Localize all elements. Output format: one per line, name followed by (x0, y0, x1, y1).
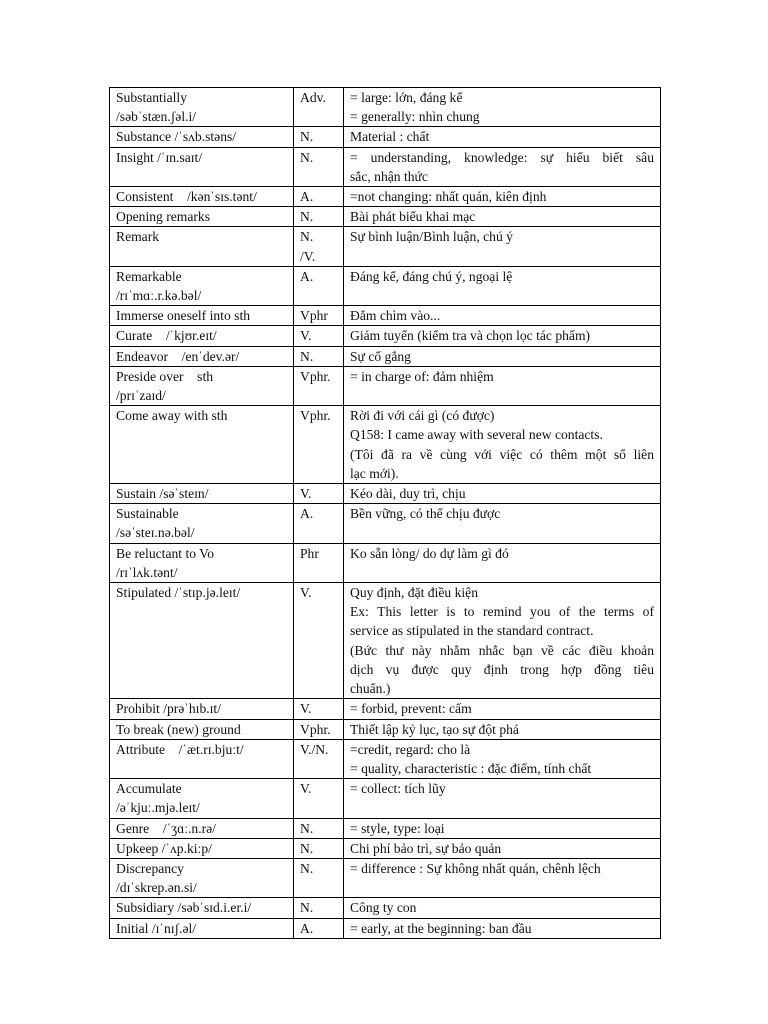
word-text: To break (new) ground (116, 721, 241, 737)
part-of-speech-cell (294, 127, 344, 147)
table-row (110, 543, 661, 582)
part-of-speech-text: Vphr. (300, 368, 331, 384)
table-row (110, 306, 661, 326)
word-cell (110, 326, 294, 346)
part-of-speech-text: N. (300, 209, 314, 225)
meaning-text: sắc, nhận thức (350, 168, 428, 184)
table-row (110, 207, 661, 227)
part-of-speech-cell (294, 918, 344, 938)
meaning-cell (344, 306, 661, 326)
word-text: Discrepancy (116, 860, 184, 876)
table-row (110, 583, 661, 699)
part-of-speech-cell (294, 366, 344, 405)
vocabulary-table (109, 87, 661, 939)
part-of-speech-cell (294, 543, 344, 582)
table-row (110, 779, 661, 818)
meaning-cell (344, 719, 661, 739)
part-of-speech-text: V. (300, 328, 312, 344)
meaning-text: Sự cố gắng (350, 348, 411, 364)
meaning-text: Quy định, đặt điều kiện (350, 585, 478, 601)
word-cell (110, 266, 294, 305)
word-text: Come away with sth (116, 408, 228, 424)
word-text: Upkeep /ˈʌp.kiːp/ (116, 840, 212, 856)
word-text: Stipulated /ˈstɪp.jə.leɪt/ (116, 585, 241, 601)
table-row (110, 484, 661, 504)
part-of-speech-text: Vphr. (300, 408, 331, 424)
meaning-text: Ex: This letter is to remind you of the terms of (350, 604, 654, 620)
meaning-cell (344, 406, 661, 484)
word-text: Sustainable (116, 506, 179, 522)
meaning-cell (344, 504, 661, 543)
meaning-text: Rời đi với cái gì (có được) (350, 408, 495, 424)
meaning-text: Ko sẵn lòng/ do dự làm gì đó (350, 545, 509, 561)
word-text: Remark (116, 229, 160, 245)
word-text: /əˈkjuː.mjə.leɪt/ (116, 800, 200, 816)
word-text: Subsidiary /səbˈsɪd.i.er.i/ (116, 900, 252, 916)
meaning-cell (344, 187, 661, 207)
part-of-speech-text: N. (300, 840, 314, 856)
word-text: Attribute /ˈæt.rɪ.bjuːt/ (116, 741, 244, 757)
word-text: /prɪˈzaɪd/ (116, 388, 166, 404)
meaning-text: = early, at the beginning: ban đầu (350, 920, 532, 936)
word-text: Endeavor /enˈdev.ər/ (116, 348, 240, 364)
table-row (110, 858, 661, 897)
word-text: Prohibit /prəˈhɪb.ɪt/ (116, 701, 221, 717)
table-row (110, 504, 661, 543)
word-text: Preside over sth (116, 368, 214, 384)
table-row (110, 127, 661, 147)
table-row (110, 699, 661, 719)
word-cell (110, 187, 294, 207)
part-of-speech-text: V. (300, 585, 312, 601)
word-text: Genre /ˈʒɑː.n.rə/ (116, 820, 216, 836)
word-cell (110, 719, 294, 739)
meaning-text: service as stipulated in the standard contract. (350, 623, 594, 639)
meaning-text: = style, type: loại (350, 820, 445, 836)
meaning-cell (344, 838, 661, 858)
table-row (110, 346, 661, 366)
meaning-cell (344, 326, 661, 346)
meaning-cell (344, 147, 661, 186)
part-of-speech-text: A. (300, 189, 314, 205)
word-cell (110, 543, 294, 582)
meaning-text: Bài phát biểu khai mạc (350, 209, 476, 225)
part-of-speech-text: A. (300, 268, 314, 284)
part-of-speech-text: V. (300, 781, 312, 797)
word-cell (110, 818, 294, 838)
table-row (110, 147, 661, 186)
table-row (110, 918, 661, 938)
meaning-text: = in charge of: đảm nhiệm (350, 368, 494, 384)
word-cell (110, 366, 294, 405)
part-of-speech-text: N. (300, 229, 314, 245)
part-of-speech-text: N. (300, 860, 314, 876)
meaning-cell (344, 858, 661, 897)
meaning-text: = generally: nhìn chung (350, 109, 480, 125)
meaning-text: (Tôi đã ra về cùng với việc có thêm một số liên (350, 446, 654, 462)
meaning-text: Bền vững, có thể chịu được (350, 506, 501, 522)
table-row (110, 326, 661, 346)
part-of-speech-text: N. (300, 149, 314, 165)
meaning-text: (Bức thư này nhằm nhắc bạn về các điều khoản (350, 642, 654, 658)
part-of-speech-cell (294, 699, 344, 719)
part-of-speech-cell (294, 227, 344, 266)
part-of-speech-cell (294, 147, 344, 186)
part-of-speech-text: N. (300, 900, 314, 916)
word-cell (110, 583, 294, 699)
table-row (110, 406, 661, 484)
table-row (110, 187, 661, 207)
word-text: Insight /ˈɪn.saɪt/ (116, 149, 203, 165)
word-cell (110, 147, 294, 186)
meaning-cell (344, 127, 661, 147)
word-cell (110, 779, 294, 818)
part-of-speech-text: Vphr. (300, 721, 331, 737)
meaning-text: = quality, characteristic : đặc điểm, tính chất (350, 760, 592, 776)
part-of-speech-text: V. (300, 701, 312, 717)
part-of-speech-text: N. (300, 129, 314, 145)
meaning-text: lạc mới). (350, 465, 399, 481)
part-of-speech-cell (294, 719, 344, 739)
part-of-speech-cell (294, 266, 344, 305)
part-of-speech-cell (294, 739, 344, 778)
part-of-speech-cell (294, 484, 344, 504)
table-row (110, 838, 661, 858)
part-of-speech-text: N. (300, 820, 314, 836)
word-text: Immerse oneself into sth (116, 308, 251, 324)
meaning-cell (344, 818, 661, 838)
part-of-speech-text: Phr (300, 545, 319, 561)
part-of-speech-text: A. (300, 506, 314, 522)
word-text: /rɪˈmɑː.r.kə.bəl/ (116, 288, 202, 304)
meaning-cell (344, 346, 661, 366)
meaning-text: = collect: tích lũy (350, 781, 446, 797)
meaning-cell (344, 898, 661, 918)
meaning-text: Q158: I came away with several new contacts. (350, 427, 603, 443)
word-cell (110, 207, 294, 227)
word-cell (110, 88, 294, 127)
word-cell (110, 898, 294, 918)
table-row (110, 227, 661, 266)
table-row (110, 366, 661, 405)
meaning-text: Thiết lập kỷ lục, tạo sự đột phá (350, 721, 519, 737)
table-row (110, 739, 661, 778)
meaning-text: Material : chất (350, 129, 430, 145)
meaning-cell (344, 779, 661, 818)
word-cell (110, 227, 294, 266)
part-of-speech-text: A. (300, 920, 314, 936)
part-of-speech-text: /V. (300, 248, 316, 264)
meaning-text: = understanding, knowledge: sự hiểu biết sâu (350, 149, 654, 165)
part-of-speech-cell (294, 898, 344, 918)
word-cell (110, 504, 294, 543)
table-row (110, 266, 661, 305)
part-of-speech-cell (294, 346, 344, 366)
word-cell (110, 346, 294, 366)
part-of-speech-text: V./N. (300, 741, 329, 757)
meaning-text: Kéo dài, duy trì, chịu (350, 486, 466, 502)
meaning-cell (344, 207, 661, 227)
meaning-cell (344, 266, 661, 305)
word-cell (110, 918, 294, 938)
meaning-cell (344, 88, 661, 127)
word-cell (110, 858, 294, 897)
table-row (110, 818, 661, 838)
part-of-speech-text: N. (300, 348, 314, 364)
part-of-speech-cell (294, 187, 344, 207)
meaning-cell (344, 227, 661, 266)
meaning-text: = difference : Sự không nhất quán, chênh lệch (350, 860, 601, 876)
word-text: Curate /ˈkjʊr.eɪt/ (116, 328, 217, 344)
meaning-text: = forbid, prevent: cấm (350, 701, 472, 717)
part-of-speech-cell (294, 306, 344, 326)
meaning-cell (344, 484, 661, 504)
table-row (110, 719, 661, 739)
word-text: Accumulate (116, 781, 182, 797)
word-text: Initial /ɪˈnɪʃ.əl/ (116, 920, 197, 936)
meaning-text: = large: lớn, đáng kể (350, 90, 463, 105)
part-of-speech-cell (294, 858, 344, 897)
part-of-speech-cell (294, 504, 344, 543)
word-text: /səbˈstæn.ʃəl.i/ (116, 109, 197, 125)
word-text: Substance /ˈsʌb.stəns/ (116, 129, 237, 145)
word-cell (110, 699, 294, 719)
meaning-text: Đắm chìm vào... (350, 308, 441, 324)
word-cell (110, 484, 294, 504)
word-text: /səˈsteɪ.nə.bəl/ (116, 525, 195, 541)
part-of-speech-cell (294, 207, 344, 227)
meaning-cell (344, 543, 661, 582)
part-of-speech-cell (294, 326, 344, 346)
word-text: /rɪˈlʌk.tənt/ (116, 564, 178, 580)
word-text: /dɪˈskrep.ən.si/ (116, 880, 197, 896)
word-text: Be reluctant to Vo (116, 545, 215, 561)
meaning-text: =not changing: nhất quán, kiên định (350, 189, 547, 205)
part-of-speech-text: V. (300, 486, 312, 502)
meaning-text: dịch vụ được quy định trong hợp đồng tiêu (350, 661, 654, 677)
part-of-speech-cell (294, 88, 344, 127)
word-text: Substantially (116, 90, 187, 105)
meaning-cell (344, 739, 661, 778)
word-text: Consistent /kənˈsɪs.tənt/ (116, 189, 257, 205)
vocabulary-table-body (110, 88, 661, 939)
part-of-speech-cell (294, 818, 344, 838)
word-cell (110, 406, 294, 484)
part-of-speech-text: Adv. (300, 90, 326, 105)
meaning-text: Sự bình luận/Bình luận, chú ý (350, 229, 513, 245)
meaning-text: Chi phí bảo trì, sự bảo quản (350, 840, 502, 856)
word-cell (110, 127, 294, 147)
word-text: Sustain /səˈsteɪn/ (116, 486, 209, 502)
word-cell (110, 306, 294, 326)
part-of-speech-text: Vphr (300, 308, 328, 324)
part-of-speech-cell (294, 583, 344, 699)
word-cell (110, 838, 294, 858)
meaning-text: Đáng kể, đáng chú ý, ngoại lệ (350, 268, 513, 284)
word-text: Opening remarks (116, 209, 210, 225)
meaning-cell (344, 918, 661, 938)
part-of-speech-cell (294, 406, 344, 484)
word-cell (110, 739, 294, 778)
table-row (110, 88, 661, 127)
meaning-cell (344, 583, 661, 699)
part-of-speech-cell (294, 779, 344, 818)
meaning-text: chuẩn.) (350, 681, 391, 697)
meaning-text: =credit, regard: cho là (350, 741, 471, 757)
part-of-speech-cell (294, 838, 344, 858)
meaning-cell (344, 699, 661, 719)
word-text: Remarkable (116, 268, 182, 284)
meaning-text: Giám tuyển (kiểm tra và chọn lọc tác phẩm) (350, 328, 591, 344)
meaning-text: Công ty con (350, 900, 417, 916)
meaning-cell (344, 366, 661, 405)
table-row (110, 898, 661, 918)
